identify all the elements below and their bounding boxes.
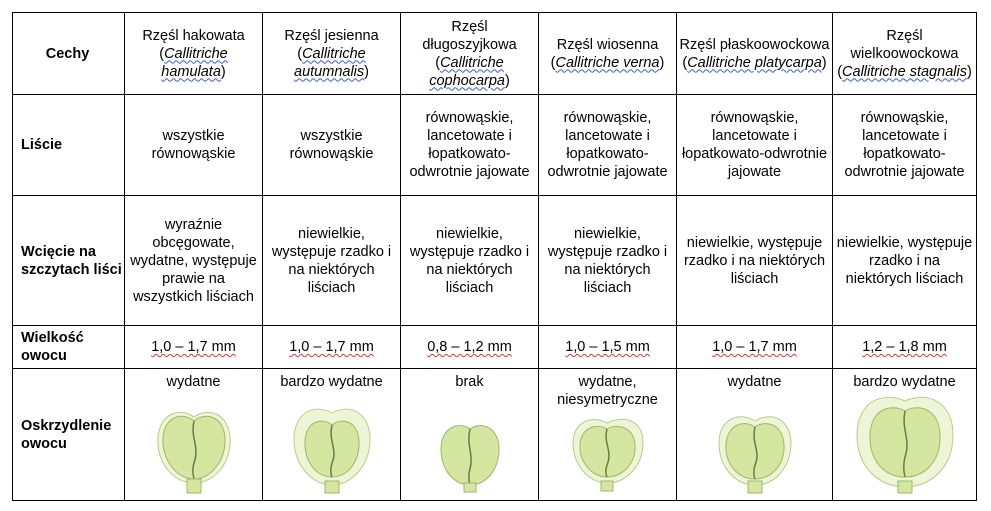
cell-size-1: 1,0 – 1,7 mm — [263, 326, 401, 369]
cell-notch-3: niewielkie, występuje rzadko i na niektórych liściach — [539, 196, 677, 326]
wing-label-1: bardzo wydatne — [280, 374, 383, 390]
fruit-illustration-0 — [154, 403, 234, 495]
row-label-leaves: Liście — [13, 95, 125, 196]
wing-label-3: wydatne, niesymetryczne — [557, 374, 658, 408]
cell-wing-2 — [401, 369, 539, 501]
header-species-5: Rzęśl wielkoowockowa (Callitriche stagnalis) — [833, 13, 977, 95]
fruit-illustration-3 — [569, 415, 647, 493]
row-notch — [13, 196, 977, 326]
cell-leaves-5: równowąskie, lancetowate i łopatkowato-odwrotnie jajowate — [833, 95, 977, 196]
fruit-illustration-5 — [855, 395, 955, 495]
cell-notch-1: niewielkie, występuje rzadko i na niektórych liściach — [263, 196, 401, 326]
row-wing — [13, 369, 977, 501]
header-row — [13, 13, 977, 95]
cell-notch-5: niewielkie, występuje rzadko i na niektórych liściach — [833, 196, 977, 326]
cell-wing-5 — [833, 369, 977, 501]
wing-label-4: wydatne — [727, 374, 782, 390]
cell-size-5: 1,2 – 1,8 mm — [833, 326, 977, 369]
cell-wing-3 — [539, 369, 677, 501]
row-label-size: Wielkość owocu — [13, 326, 125, 369]
wing-label-2: brak — [455, 374, 484, 390]
row-size — [13, 326, 977, 369]
cell-wing-0 — [125, 369, 263, 501]
cell-leaves-3: równowąskie, lancetowate i łopatkowato-odwrotnie jajowate — [539, 95, 677, 196]
cell-size-0: 1,0 – 1,7 mm — [125, 326, 263, 369]
header-species-1: Rzęśl jesienna (Callitriche autumnalis) — [263, 13, 401, 95]
fruit-illustration-4 — [715, 411, 795, 495]
cell-notch-4: niewielkie, występuje rzadko i na niektórych liściach — [677, 196, 833, 326]
header-species-0: Rzęśl hakowata (Callitriche hamulata) — [125, 13, 263, 95]
header-species-2: Rzęśl długoszyjkowa (Callitriche cophocarpa) — [401, 13, 539, 95]
cell-notch-2: niewielkie, występuje rzadko i na niektórych liściach — [401, 196, 539, 326]
cell-leaves-1: wszystkie równowąskie — [263, 95, 401, 196]
fruit-illustration-1 — [292, 405, 372, 495]
cell-size-3: 1,0 – 1,5 mm — [539, 326, 677, 369]
fruit-illustration-2 — [437, 419, 503, 493]
row-label-wing: Oskrzydlenie owocu — [13, 369, 125, 501]
wing-label-5: bardzo wydatne — [853, 374, 956, 390]
row-label-notch: Wcięcie na szczytach liści — [13, 196, 125, 326]
header-species-3: Rzęśl wiosenna (Callitriche verna) — [539, 13, 677, 95]
header-species-4: Rzęśl płaskoowockowa (Callitriche platycarpa) — [677, 13, 833, 95]
cell-leaves-4: równowąskie, lancetowate i łopatkowato-odwrotnie jajowate — [677, 95, 833, 196]
cell-size-2: 0,8 – 1,2 mm — [401, 326, 539, 369]
cell-wing-4 — [677, 369, 833, 501]
cell-notch-0: wyraźnie obcęgowate, wydatne, występuje prawie na wszystkich liściach — [125, 196, 263, 326]
row-leaves — [13, 95, 977, 196]
header-cechy: Cechy — [13, 13, 125, 95]
cell-wing-1 — [263, 369, 401, 501]
cell-leaves-2: równowąskie, lancetowate i łopatkowato-odwrotnie jajowate — [401, 95, 539, 196]
cell-leaves-0: wszystkie równowąskie — [125, 95, 263, 196]
cell-size-4: 1,0 – 1,7 mm — [677, 326, 833, 369]
wing-label-0: wydatne — [166, 374, 221, 390]
comparison-table — [12, 12, 977, 501]
